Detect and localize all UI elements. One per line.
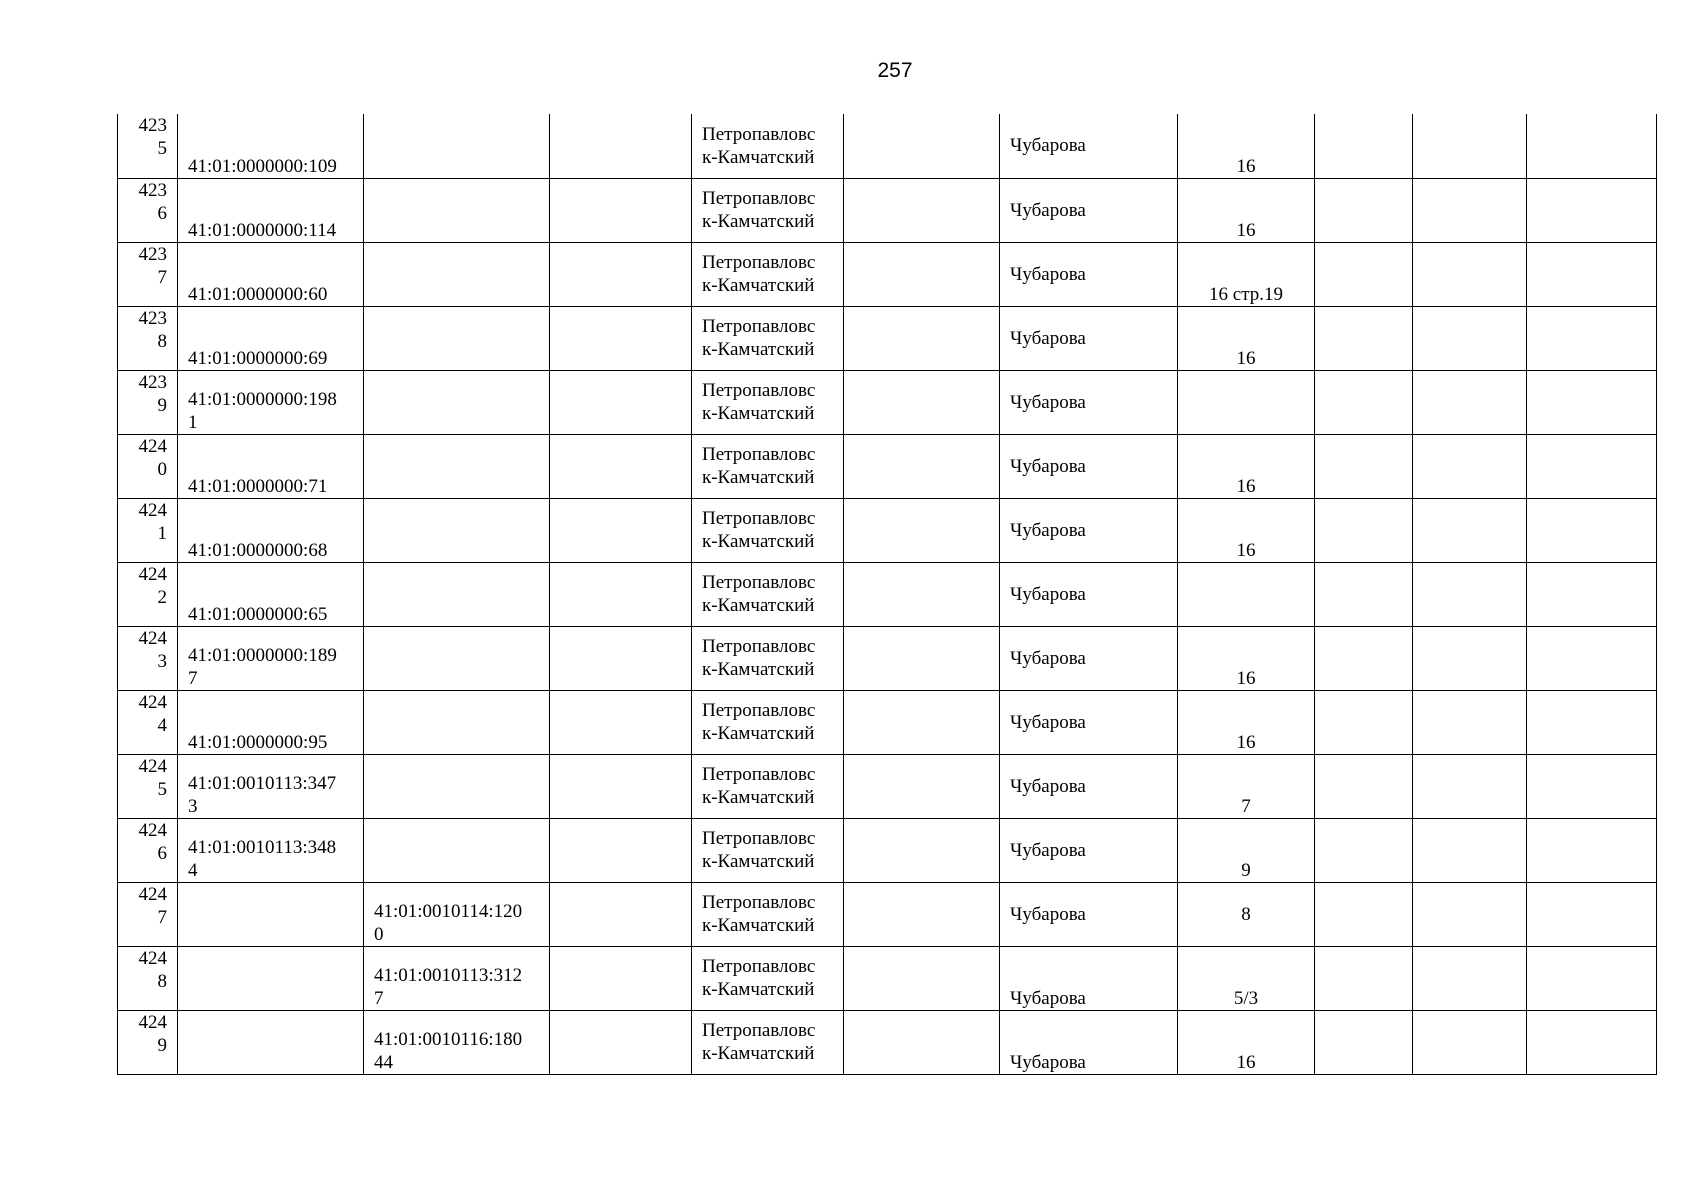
- cadastral-number-text: 41:01:0000000:109: [188, 155, 337, 177]
- house-number-text: 8: [1241, 903, 1251, 925]
- empty-cell: [844, 562, 1000, 626]
- empty-cell: [1413, 882, 1527, 946]
- empty-cell: [1413, 818, 1527, 882]
- empty-cell: [1527, 242, 1657, 306]
- city-cell: [692, 242, 844, 306]
- city-cell: [692, 178, 844, 242]
- city-cell: [692, 754, 844, 818]
- cadastral-number-2-cell: [364, 818, 550, 882]
- house-number-cell: [1178, 1010, 1315, 1074]
- row-number-cell: [118, 882, 178, 946]
- cadastral-number-cell: [178, 754, 364, 818]
- address-registry-table: [117, 114, 1657, 1075]
- row-number-cell: [118, 498, 178, 562]
- cadastral-number-2-cell: [364, 306, 550, 370]
- cadastral-number-text: 41:01:0000000:198 1: [188, 388, 337, 433]
- empty-cell: [1315, 882, 1413, 946]
- empty-cell: [550, 178, 692, 242]
- row-number-text: 424 7: [138, 883, 167, 928]
- street-text: Чубарова: [1010, 135, 1086, 157]
- cadastral-number-2-text: 41:01:0010114:120 0: [374, 900, 523, 945]
- street-text: Чубарова: [1010, 647, 1086, 669]
- empty-cell: [550, 626, 692, 690]
- city-text: Петропавловс к-Камчатский: [702, 444, 816, 488]
- empty-cell: [550, 690, 692, 754]
- house-number-text: 16 стр.19: [1209, 283, 1283, 305]
- street-text: Чубарова: [1010, 839, 1086, 861]
- empty-cell: [550, 946, 692, 1010]
- house-number-cell: [1178, 434, 1315, 498]
- cadastral-number-cell: [178, 306, 364, 370]
- house-number-cell: [1178, 178, 1315, 242]
- empty-cell: [1413, 434, 1527, 498]
- street-text: Чубарова: [1010, 987, 1086, 1009]
- house-number-text: 16: [1236, 475, 1256, 497]
- row-number-cell: [118, 946, 178, 1010]
- street-cell: [1000, 306, 1178, 370]
- street-text: Чубарова: [1010, 583, 1086, 605]
- empty-cell: [550, 370, 692, 434]
- empty-cell: [1315, 306, 1413, 370]
- house-number-cell: [1178, 562, 1315, 626]
- city-text: Петропавловс к-Камчатский: [702, 700, 816, 744]
- empty-cell: [1527, 434, 1657, 498]
- empty-cell: [1315, 114, 1413, 178]
- empty-cell: [1413, 1010, 1527, 1074]
- street-cell: [1000, 1010, 1178, 1074]
- street-text: Чубарова: [1010, 199, 1086, 221]
- city-text: Петропавловс к-Камчатский: [702, 188, 816, 232]
- house-number-text: 16: [1236, 1051, 1256, 1073]
- empty-cell: [1315, 754, 1413, 818]
- house-number-text: 16: [1236, 667, 1256, 689]
- cadastral-number-cell: [178, 626, 364, 690]
- cadastral-number-2-cell: [364, 242, 550, 306]
- empty-cell: [550, 114, 692, 178]
- street-cell: [1000, 690, 1178, 754]
- empty-cell: [1413, 690, 1527, 754]
- table-row: [118, 690, 1657, 754]
- house-number-cell: [1178, 882, 1315, 946]
- empty-cell: [1527, 882, 1657, 946]
- house-number-text: 16: [1236, 347, 1256, 369]
- cadastral-number-2-cell: [364, 626, 550, 690]
- empty-cell: [1315, 818, 1413, 882]
- street-text: Чубарова: [1010, 775, 1086, 797]
- empty-cell: [1413, 178, 1527, 242]
- house-number-text: 9: [1241, 859, 1251, 881]
- house-number-text: 16: [1236, 731, 1256, 753]
- empty-cell: [844, 1010, 1000, 1074]
- street-cell: [1000, 178, 1178, 242]
- empty-cell: [1315, 242, 1413, 306]
- cadastral-number-cell: [178, 882, 364, 946]
- registry-body: [118, 114, 1657, 1074]
- table-row: [118, 562, 1657, 626]
- empty-cell: [844, 178, 1000, 242]
- street-text: Чубарова: [1010, 903, 1086, 925]
- cadastral-number-text: 41:01:0000000:71: [188, 475, 328, 497]
- empty-cell: [1527, 818, 1657, 882]
- city-cell: [692, 690, 844, 754]
- row-number-text: 424 9: [138, 1011, 167, 1056]
- city-text: Петропавловс к-Камчатский: [702, 828, 816, 872]
- row-number-cell: [118, 434, 178, 498]
- empty-cell: [1315, 626, 1413, 690]
- cadastral-number-2-cell: [364, 370, 550, 434]
- empty-cell: [1315, 178, 1413, 242]
- city-text: Петропавловс к-Камчатский: [702, 956, 816, 1000]
- empty-cell: [1527, 1010, 1657, 1074]
- city-cell: [692, 946, 844, 1010]
- row-number-cell: [118, 242, 178, 306]
- cadastral-number-2-text: 41:01:0010116:180 44: [374, 1028, 523, 1073]
- empty-cell: [844, 370, 1000, 434]
- empty-cell: [1527, 370, 1657, 434]
- house-number-cell: [1178, 306, 1315, 370]
- house-number-cell: [1178, 242, 1315, 306]
- street-cell: [1000, 754, 1178, 818]
- row-number-text: 424 4: [138, 691, 167, 736]
- city-text: Петропавловс к-Камчатский: [702, 252, 816, 296]
- table-row: [118, 946, 1657, 1010]
- row-number-text: 423 9: [138, 371, 167, 416]
- empty-cell: [1315, 562, 1413, 626]
- city-cell: [692, 626, 844, 690]
- empty-cell: [550, 306, 692, 370]
- street-cell: [1000, 626, 1178, 690]
- empty-cell: [844, 242, 1000, 306]
- table-row: [118, 1010, 1657, 1074]
- street-text: Чубарова: [1010, 391, 1086, 413]
- row-number-cell: [118, 626, 178, 690]
- empty-cell: [1527, 178, 1657, 242]
- empty-cell: [1527, 562, 1657, 626]
- city-text: Петропавловс к-Камчатский: [702, 380, 816, 424]
- cadastral-number-text: 41:01:0000000:60: [188, 283, 328, 305]
- street-cell: [1000, 562, 1178, 626]
- house-number-cell: [1178, 498, 1315, 562]
- table-row: [118, 882, 1657, 946]
- city-cell: [692, 562, 844, 626]
- empty-cell: [844, 818, 1000, 882]
- cadastral-number-text: 41:01:0000000:69: [188, 347, 328, 369]
- empty-cell: [1413, 754, 1527, 818]
- row-number-cell: [118, 690, 178, 754]
- street-cell: [1000, 242, 1178, 306]
- row-number-text: 423 5: [138, 115, 167, 159]
- street-cell: [1000, 114, 1178, 178]
- cadastral-number-2-cell: [364, 562, 550, 626]
- cadastral-number-2-cell: [364, 1010, 550, 1074]
- city-cell: [692, 498, 844, 562]
- house-number-cell: [1178, 754, 1315, 818]
- empty-cell: [550, 242, 692, 306]
- street-text: Чубарова: [1010, 1051, 1086, 1073]
- empty-cell: [1527, 114, 1657, 178]
- city-cell: [692, 370, 844, 434]
- empty-cell: [550, 754, 692, 818]
- street-cell: [1000, 882, 1178, 946]
- cadastral-number-2-cell: [364, 946, 550, 1010]
- empty-cell: [1315, 690, 1413, 754]
- row-number-cell: [118, 754, 178, 818]
- street-text: Чубарова: [1010, 455, 1086, 477]
- street-text: Чубарова: [1010, 519, 1086, 541]
- empty-cell: [1413, 242, 1527, 306]
- cadastral-number-text: 41:01:0000000:65: [188, 603, 328, 625]
- cadastral-number-cell: [178, 114, 364, 178]
- empty-cell: [550, 498, 692, 562]
- house-number-text: 16: [1236, 539, 1256, 561]
- city-text: Петропавловс к-Камчатский: [702, 1020, 816, 1064]
- house-number-text: 16: [1236, 155, 1256, 177]
- empty-cell: [1413, 306, 1527, 370]
- table-row: [118, 242, 1657, 306]
- table-row: [118, 498, 1657, 562]
- cadastral-number-2-cell: [364, 690, 550, 754]
- street-cell: [1000, 498, 1178, 562]
- street-text: Чубарова: [1010, 327, 1086, 349]
- street-cell: [1000, 370, 1178, 434]
- empty-cell: [844, 114, 1000, 178]
- empty-cell: [1527, 306, 1657, 370]
- cadastral-number-cell: [178, 498, 364, 562]
- house-number-text: 16: [1236, 219, 1256, 241]
- empty-cell: [1527, 754, 1657, 818]
- table-row: [118, 370, 1657, 434]
- empty-cell: [844, 882, 1000, 946]
- cadastral-number-text: 41:01:0000000:189 7: [188, 644, 337, 689]
- empty-cell: [844, 626, 1000, 690]
- cadastral-number-cell: [178, 562, 364, 626]
- city-cell: [692, 306, 844, 370]
- empty-cell: [1413, 114, 1527, 178]
- street-cell: [1000, 818, 1178, 882]
- cadastral-number-2-cell: [364, 882, 550, 946]
- cadastral-number-text: 41:01:0000000:68: [188, 539, 328, 561]
- city-text: Петропавловс к-Камчатский: [702, 636, 816, 680]
- cadastral-number-cell: [178, 370, 364, 434]
- row-number-text: 424 6: [138, 819, 167, 864]
- page-number: 257: [877, 59, 913, 82]
- table-row: [118, 114, 1657, 178]
- empty-cell: [1527, 946, 1657, 1010]
- table-row: [118, 178, 1657, 242]
- empty-cell: [1527, 690, 1657, 754]
- row-number-text: 423 6: [138, 179, 167, 224]
- row-number-text: 424 5: [138, 755, 167, 800]
- table-row: [118, 306, 1657, 370]
- empty-cell: [1315, 434, 1413, 498]
- row-number-text: 424 3: [138, 627, 167, 672]
- empty-cell: [844, 306, 1000, 370]
- empty-cell: [1413, 946, 1527, 1010]
- empty-cell: [1413, 498, 1527, 562]
- cadastral-number-text: 41:01:0000000:95: [188, 731, 328, 753]
- table-row: [118, 754, 1657, 818]
- row-number-text: 424 1: [138, 499, 167, 544]
- empty-cell: [550, 562, 692, 626]
- city-text: Петропавловс к-Камчатский: [702, 764, 816, 808]
- row-number-cell: [118, 114, 178, 178]
- cadastral-number-cell: [178, 242, 364, 306]
- empty-cell: [844, 498, 1000, 562]
- empty-cell: [1527, 626, 1657, 690]
- house-number-cell: [1178, 370, 1315, 434]
- table-row: [118, 434, 1657, 498]
- cadastral-number-cell: [178, 690, 364, 754]
- cadastral-number-2-cell: [364, 114, 550, 178]
- city-cell: [692, 882, 844, 946]
- empty-cell: [550, 818, 692, 882]
- row-number-cell: [118, 562, 178, 626]
- empty-cell: [844, 690, 1000, 754]
- row-number-cell: [118, 818, 178, 882]
- house-number-cell: [1178, 114, 1315, 178]
- empty-cell: [550, 1010, 692, 1074]
- house-number-text: 7: [1241, 795, 1251, 817]
- cadastral-number-cell: [178, 178, 364, 242]
- cadastral-number-2-cell: [364, 178, 550, 242]
- cadastral-number-text: 41:01:0000000:114: [188, 219, 337, 241]
- empty-cell: [1315, 370, 1413, 434]
- empty-cell: [1315, 1010, 1413, 1074]
- row-number-text: 423 8: [138, 307, 167, 352]
- empty-cell: [1413, 626, 1527, 690]
- street-cell: [1000, 434, 1178, 498]
- street-cell: [1000, 946, 1178, 1010]
- cadastral-number-cell: [178, 1010, 364, 1074]
- cadastral-number-2-text: 41:01:0010113:312 7: [374, 964, 523, 1009]
- city-cell: [692, 434, 844, 498]
- city-text: Петропавловс к-Камчатский: [702, 508, 816, 552]
- empty-cell: [550, 434, 692, 498]
- empty-cell: [1413, 562, 1527, 626]
- city-cell: [692, 1010, 844, 1074]
- cadastral-number-2-cell: [364, 498, 550, 562]
- cadastral-number-2-cell: [364, 434, 550, 498]
- street-text: Чубарова: [1010, 263, 1086, 285]
- city-cell: [692, 818, 844, 882]
- table-row: [118, 818, 1657, 882]
- city-text: Петропавловс к-Камчатский: [702, 316, 816, 360]
- house-number-cell: [1178, 818, 1315, 882]
- cadastral-number-cell: [178, 946, 364, 1010]
- row-number-cell: [118, 306, 178, 370]
- house-number-cell: [1178, 626, 1315, 690]
- empty-cell: [1315, 498, 1413, 562]
- empty-cell: [1527, 498, 1657, 562]
- row-number-cell: [118, 178, 178, 242]
- cadastral-number-2-cell: [364, 754, 550, 818]
- row-number-text: 424 2: [138, 563, 167, 608]
- city-text: Петропавловс к-Камчатский: [702, 123, 816, 168]
- empty-cell: [550, 882, 692, 946]
- row-number-text: 424 0: [138, 435, 167, 480]
- empty-cell: [844, 434, 1000, 498]
- house-number-cell: [1178, 946, 1315, 1010]
- row-number-text: 423 7: [138, 243, 167, 288]
- empty-cell: [1315, 946, 1413, 1010]
- house-number-text: 5/3: [1233, 987, 1259, 1009]
- city-cell: [692, 114, 844, 178]
- cadastral-number-text: 41:01:0010113:348 4: [188, 836, 337, 881]
- cadastral-number-cell: [178, 434, 364, 498]
- city-text: Петропавловс к-Камчатский: [702, 572, 816, 616]
- row-number-text: 424 8: [138, 947, 167, 992]
- cadastral-number-text: 41:01:0010113:347 3: [188, 772, 337, 817]
- city-text: Петропавловс к-Камчатский: [702, 892, 816, 936]
- row-number-cell: [118, 1010, 178, 1074]
- empty-cell: [1413, 370, 1527, 434]
- street-text: Чубарова: [1010, 711, 1086, 733]
- empty-cell: [844, 946, 1000, 1010]
- empty-cell: [844, 754, 1000, 818]
- row-number-cell: [118, 370, 178, 434]
- house-number-cell: [1178, 690, 1315, 754]
- table-row: [118, 626, 1657, 690]
- cadastral-number-cell: [178, 818, 364, 882]
